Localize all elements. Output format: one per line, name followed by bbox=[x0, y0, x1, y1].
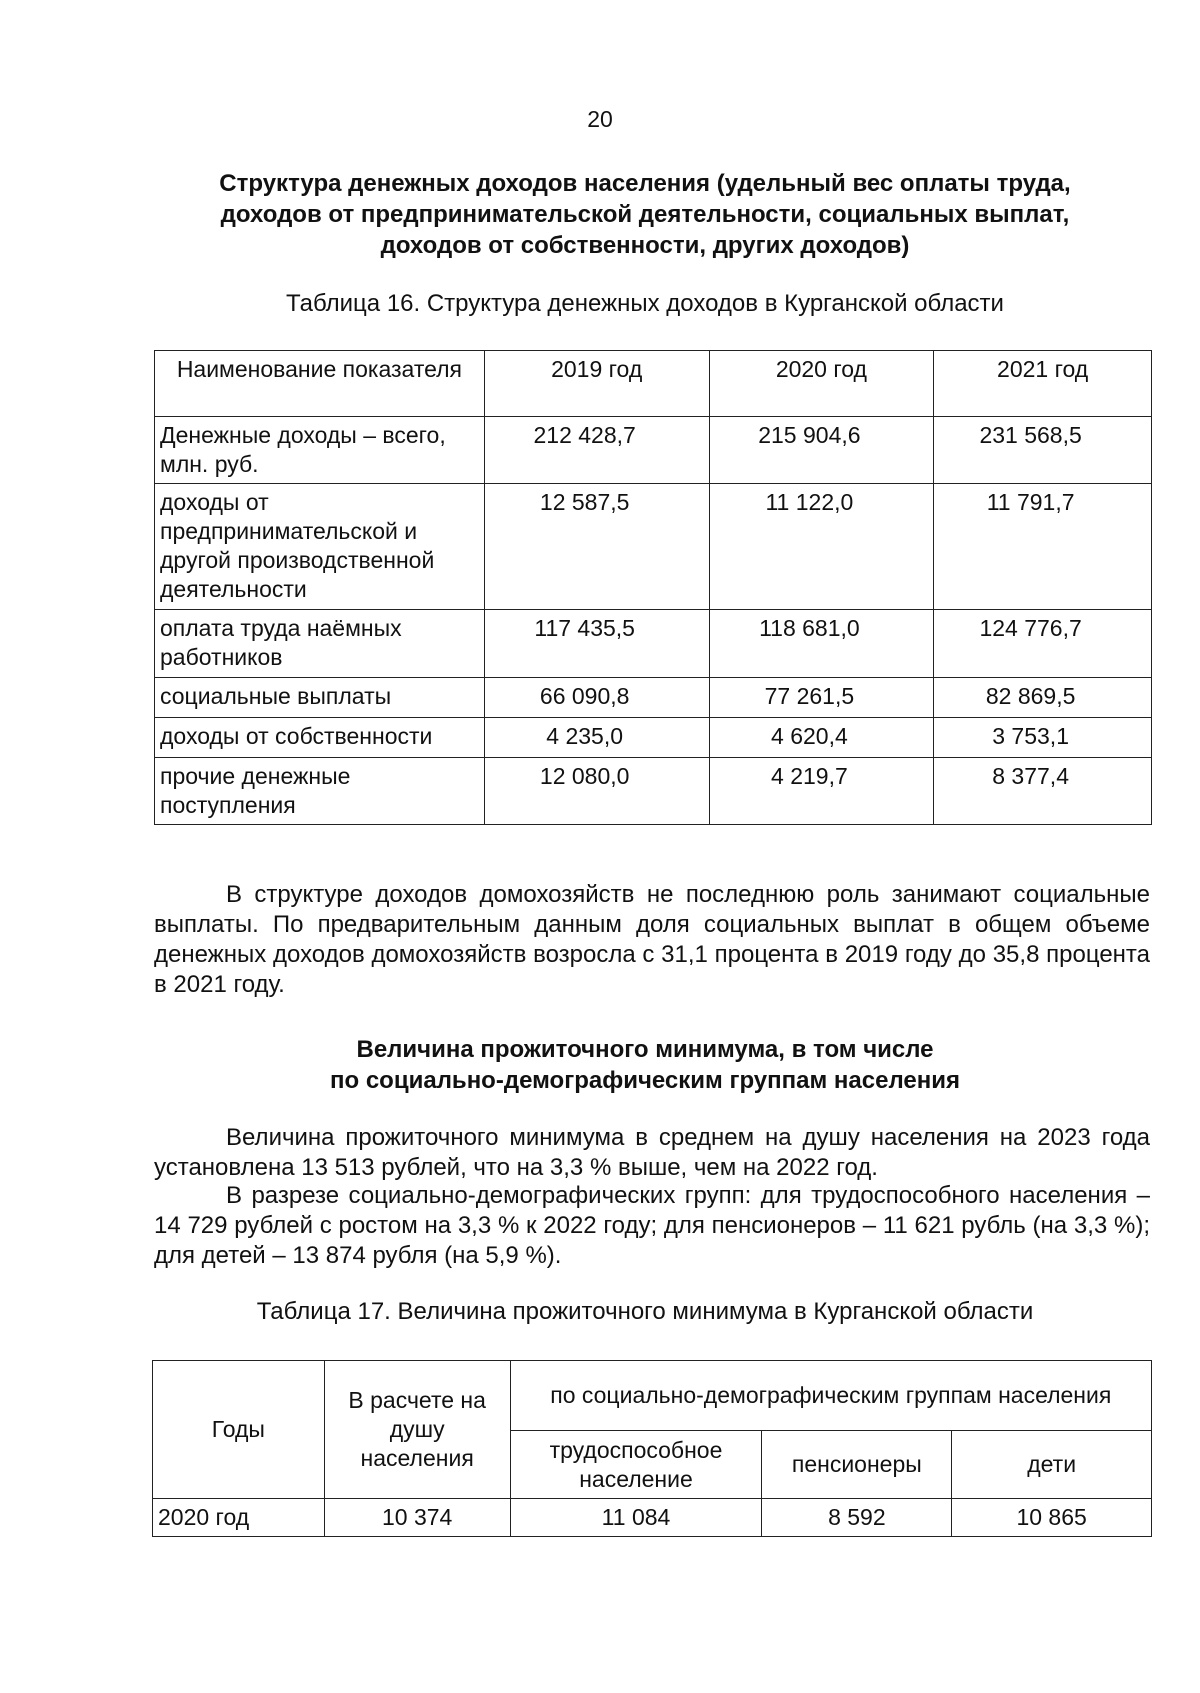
paragraph-social-payments bbox=[154, 880, 1150, 1000]
value-cell: 12 080,0 bbox=[484, 758, 709, 825]
value-cell: 212 428,7 bbox=[484, 417, 709, 484]
row-label: прочие денежные поступления bbox=[155, 758, 485, 825]
row-label: Денежные доходы – всего, млн. руб. bbox=[155, 417, 485, 484]
heading-line: доходов от предпринимательской деятельности, социальных выплат, bbox=[220, 201, 1070, 228]
table-17-caption: Таблица 17. Величина прожиточного минимума в Курганской области bbox=[256, 1298, 1034, 1325]
paragraph-text: Величина прожиточного минимума в среднем на душу населения на 2023 года установлена 13 513 рублей, что на 3,3 % выше, чем на 2022 год. bbox=[154, 1124, 1150, 1181]
value-cell: 82 869,5 bbox=[934, 678, 1152, 718]
value-cell: 8 377,4 bbox=[934, 758, 1152, 825]
table-row bbox=[155, 678, 1152, 718]
value-cell: 3 753,1 bbox=[934, 718, 1152, 758]
heading-line: Величина прожиточного минимума, в том числе bbox=[356, 1036, 934, 1063]
header-cell-pensioners: пенсионеры bbox=[762, 1431, 952, 1499]
value-cell: 215 904,6 bbox=[709, 417, 934, 484]
header-cell-2021: 2021 год bbox=[934, 351, 1152, 417]
value-cell: 10 865 bbox=[952, 1499, 1152, 1537]
table-header-row bbox=[155, 351, 1152, 417]
value-cell: 4 620,4 bbox=[709, 718, 934, 758]
table-row bbox=[155, 758, 1152, 825]
paragraph-subsistence-groups bbox=[154, 1181, 1150, 1271]
heading-line: по социально-демографическим группам населения bbox=[330, 1067, 960, 1094]
table-row bbox=[155, 718, 1152, 758]
value-cell: 77 261,5 bbox=[709, 678, 934, 718]
table-header-row bbox=[153, 1361, 1152, 1431]
section-heading-subsistence-minimum bbox=[150, 1034, 1140, 1096]
table-row bbox=[153, 1499, 1152, 1537]
value-cell: 124 776,7 bbox=[934, 610, 1152, 678]
year-cell: 2020 год bbox=[153, 1499, 325, 1537]
value-cell: 11 791,7 bbox=[934, 484, 1152, 610]
header-cell-2020: 2020 год bbox=[709, 351, 934, 417]
subsistence-minimum-table bbox=[152, 1360, 1152, 1537]
value-cell: 118 681,0 bbox=[709, 610, 934, 678]
header-cell-indicator: Наименование показателя bbox=[155, 351, 485, 417]
heading-line: Структура денежных доходов населения (удельный вес оплаты труда, bbox=[219, 170, 1071, 197]
income-structure-table bbox=[154, 350, 1152, 825]
value-cell: 12 587,5 bbox=[484, 484, 709, 610]
value-cell: 117 435,5 bbox=[484, 610, 709, 678]
value-cell: 231 568,5 bbox=[934, 417, 1152, 484]
value-cell: 10 374 bbox=[324, 1499, 510, 1537]
page-number: 20 bbox=[587, 106, 613, 132]
header-cell-2019: 2019 год bbox=[484, 351, 709, 417]
header-cell-groups: по социально-демографическим группам населения bbox=[510, 1361, 1151, 1431]
table-row bbox=[155, 484, 1152, 610]
paragraph-text: В структуре доходов домохозяйств не последнюю роль занимают социальные выплаты. По предварительным данным доля социальных выплат в общем объеме денежных доходов домохозяйств возросла с 31,1 процента в 2019 году до 35,8 процента в 2021 году. bbox=[154, 881, 1150, 998]
table-16-caption: Таблица 16. Структура денежных доходов в Курганской области bbox=[286, 290, 1004, 317]
value-cell: 4 235,0 bbox=[484, 718, 709, 758]
paragraph-text: В разрезе социально-демографических групп: для трудоспособного населения – 14 729 рублей с ростом на 3,3 % к 2022 году; для пенсионеров – 11 621 рубль (на 3,3 %); для детей – 13 874 рубля (на 5,9 %). bbox=[154, 1182, 1150, 1269]
row-label: доходы от предпринимательской и другой производственной деятельности bbox=[155, 484, 485, 610]
header-cell-per-capita: В расчете на душу населения bbox=[324, 1361, 510, 1499]
header-cell-years: Годы bbox=[153, 1361, 325, 1499]
value-cell: 11 122,0 bbox=[709, 484, 934, 610]
value-cell: 11 084 bbox=[510, 1499, 762, 1537]
row-label: доходы от собственности bbox=[155, 718, 485, 758]
table-row bbox=[155, 417, 1152, 484]
heading-line: доходов от собственности, других доходов) bbox=[380, 232, 910, 259]
header-cell-children: дети bbox=[952, 1431, 1152, 1499]
table-row bbox=[155, 610, 1152, 678]
value-cell: 4 219,7 bbox=[709, 758, 934, 825]
value-cell: 66 090,8 bbox=[484, 678, 709, 718]
paragraph-subsistence-average bbox=[154, 1123, 1150, 1183]
row-label: социальные выплаты bbox=[155, 678, 485, 718]
row-label: оплата труда наёмных работников bbox=[155, 610, 485, 678]
header-cell-working-population: трудоспособное население bbox=[510, 1431, 762, 1499]
section-heading-income-structure bbox=[150, 168, 1140, 261]
value-cell: 8 592 bbox=[762, 1499, 952, 1537]
